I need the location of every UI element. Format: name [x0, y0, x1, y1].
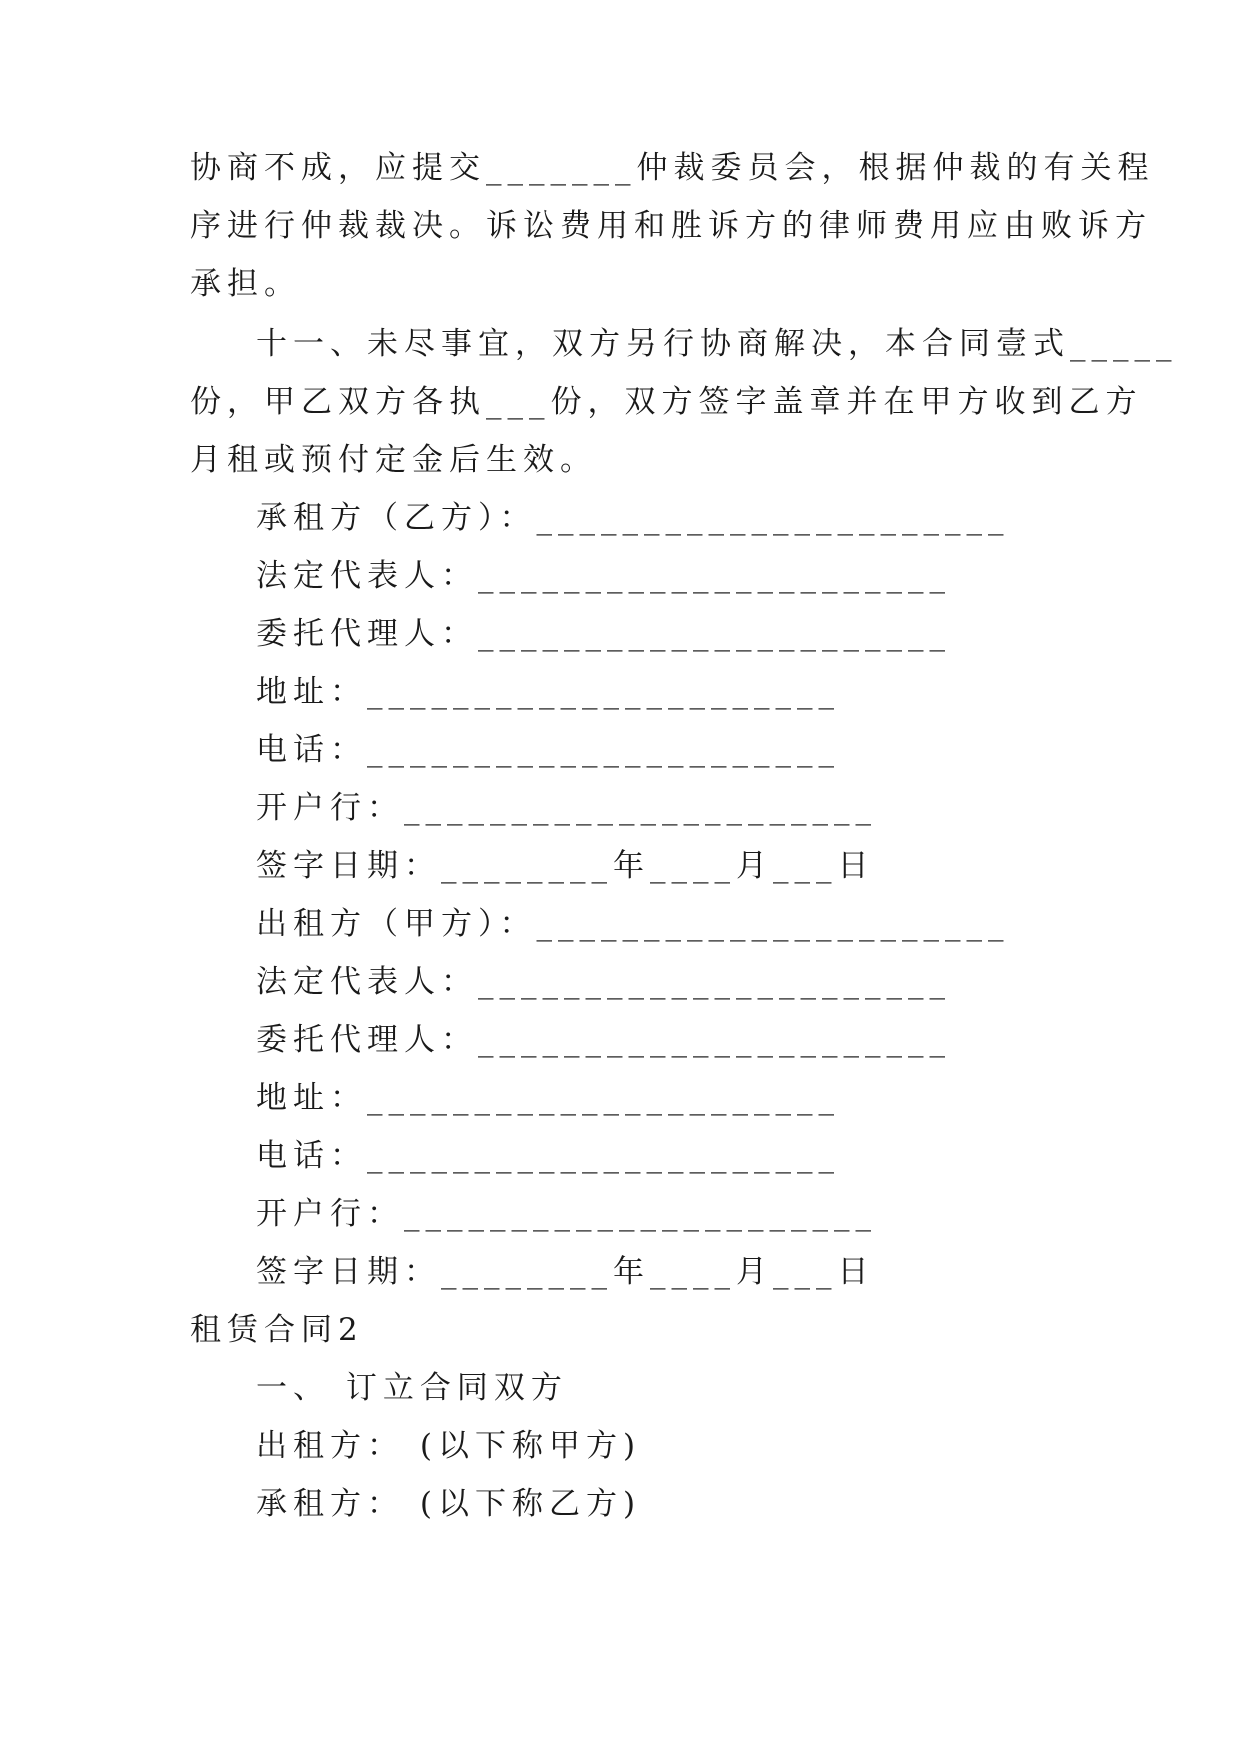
paragraph-line: 月租或预付定金后生效。 — [190, 442, 597, 478]
lessor-address-line: 地址：______________________ — [256, 1080, 840, 1116]
lessor-intro-line: 出租方： (以下称甲方) — [256, 1428, 642, 1464]
paragraph-line: 份，甲乙双方各执___份，双方签字盖章并在甲方收到乙方 — [190, 384, 1143, 420]
paragraph-line: 十一、未尽事宜，双方另行协商解决，本合同壹式_____ — [256, 326, 1178, 362]
lessor-party-line: 出租方（甲方）：______________________ — [256, 906, 1010, 942]
paragraph-line: 协商不成，应提交_______仲裁委员会，根据仲裁的有关程 — [190, 150, 1155, 186]
lessor-phone-line: 电话：______________________ — [256, 1138, 840, 1174]
lessee-phone-line: 电话：______________________ — [256, 732, 840, 768]
lessor-agent-line: 委托代理人：______________________ — [256, 1022, 951, 1058]
lessee-agent-line: 委托代理人：______________________ — [256, 616, 951, 652]
lessor-sign-date-line: 签字日期：________年____月___日 — [256, 1254, 875, 1290]
section-heading: 一、 订立合同双方 — [256, 1370, 568, 1406]
paragraph-line: 序进行仲裁裁决。诉讼费用和胜诉方的律师费用应由败诉方 — [190, 208, 1152, 244]
lessee-sign-date-line: 签字日期：________年____月___日 — [256, 848, 875, 884]
lessee-intro-line: 承租方： (以下称乙方) — [256, 1486, 642, 1522]
lessee-party-line: 承租方（乙方）：______________________ — [256, 500, 1010, 536]
lessee-bank-line: 开户行：______________________ — [256, 790, 877, 826]
paragraph-line: 承担。 — [190, 266, 301, 302]
contract-2-title: 租赁合同2 — [190, 1312, 364, 1348]
lessor-bank-line: 开户行：______________________ — [256, 1196, 877, 1232]
lessee-legal-rep-line: 法定代表人：______________________ — [256, 558, 951, 594]
lessor-legal-rep-line: 法定代表人：______________________ — [256, 964, 951, 1000]
lessee-address-line: 地址：______________________ — [256, 674, 840, 710]
